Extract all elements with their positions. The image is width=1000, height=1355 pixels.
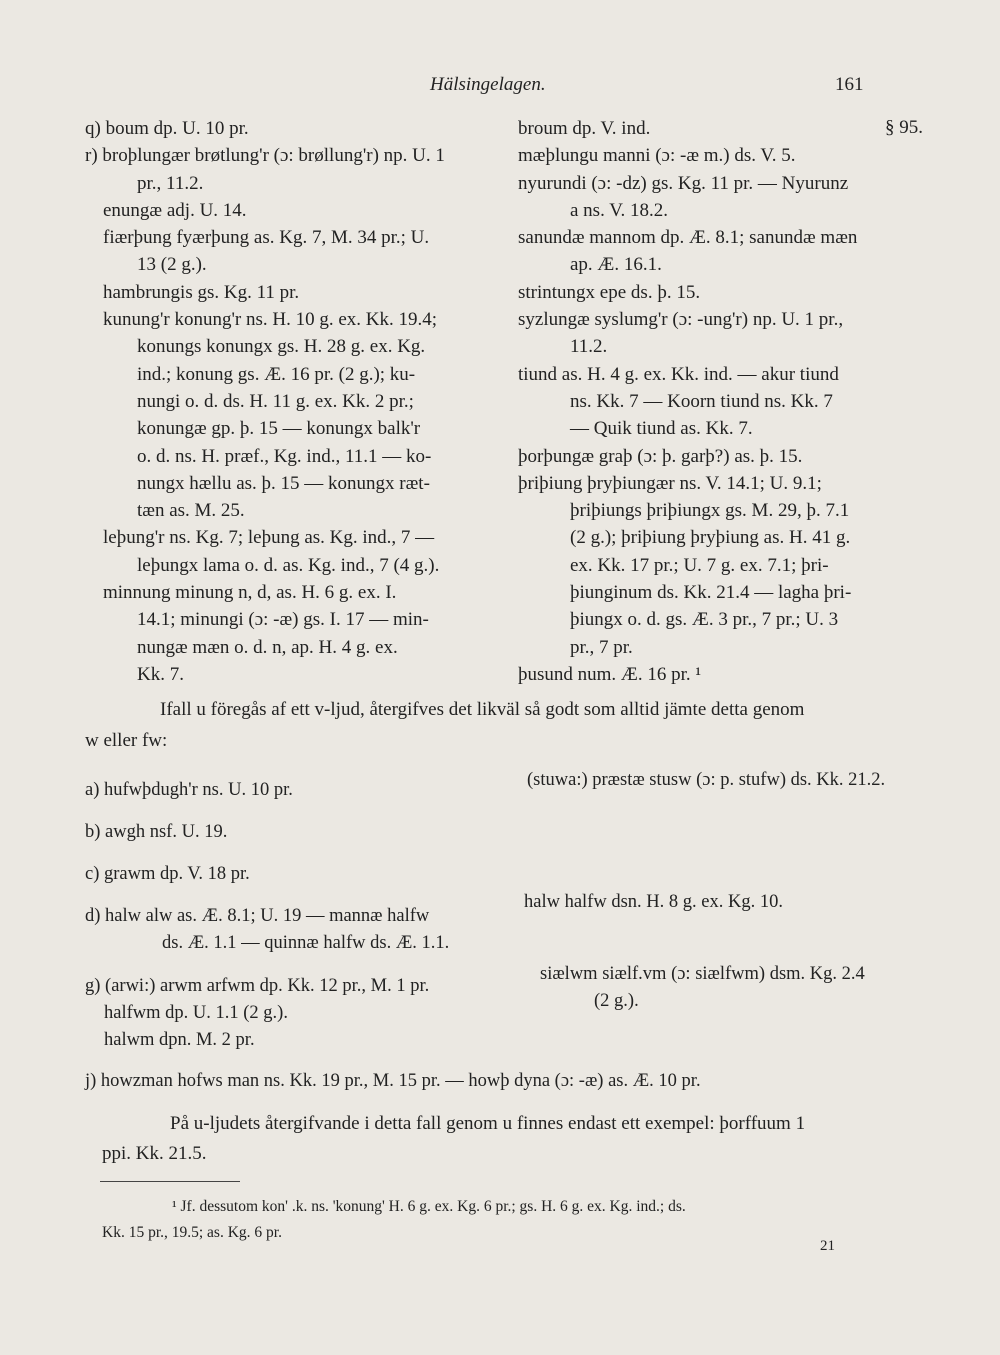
right-line: ns. Kk. 7 — Koorn tiund ns. Kk. 7 — [570, 390, 833, 412]
right-line: a ns. V. 18.2. — [570, 199, 669, 221]
left-line: hambrungis gs. Kg. 11 pr. — [103, 281, 300, 303]
list-item-c: c) grawm dp. V. 18 pr. — [85, 864, 250, 884]
right-line: þriþiungs þriþiungx gs. M. 29, þ. 7.1 — [570, 500, 850, 522]
footnote-line: ¹ Jf. dessutom kon' .k. ns. 'konung' H. 6 g. ex. Kg. 6 pr.; gs. H. 6 g. ex. Kg. ind.; ds. — [172, 1198, 686, 1215]
left-line: nungæ mæn o. d. n, ap. H. 4 g. ex. — [137, 636, 398, 658]
left-line: Kk. 7. — [137, 663, 184, 685]
list-item-j: j) howzman hofws man ns. Kk. 19 pr., M. 15 pr. — howþ dyna (ɔ: -æ) as. Æ. 10 pr. — [85, 1071, 701, 1091]
right-line: tiund as. H. 4 g. ex. Kk. ind. — akur tiund — [518, 363, 839, 385]
right-line: þriþiung þryþiungær ns. V. 14.1; U. 9.1; — [518, 472, 822, 494]
right-line: mæþlungu manni (ɔ: -æ m.) ds. V. 5. — [518, 145, 796, 167]
right-column — [518, 115, 898, 688]
running-header-title: Hälsingelagen. — [430, 74, 546, 95]
right-line: syzlungæ syslumg'r (ɔ: -ung'r) np. U. 1 pr., — [518, 309, 844, 331]
right-line: 11.2. — [570, 336, 608, 358]
footnote-line: Kk. 15 pr., 19.5; as. Kg. 6 pr. — [102, 1224, 282, 1241]
right-line: þusund num. Æ. 16 pr. ¹ — [518, 663, 702, 685]
left-line: 14.1; minungi (ɔ: -æ) gs. I. 17 — min- — [137, 609, 429, 631]
left-line: enungæ adj. U. 14. — [103, 199, 247, 221]
list-item-d-cont: ds. Æ. 1.1 — quinnæ halfw ds. Æ. 1.1. — [162, 933, 450, 953]
paragraph-line: På u-ljudets återgifvande i detta fall genom u finnes endast ett exempel: þorffuum 1 — [170, 1113, 806, 1134]
left-line: fiærþung fyærþung as. Kg. 7, M. 34 pr.; U. — [103, 227, 430, 249]
left-line: leþungx lama o. d. as. Kg. ind., 7 (4 g.). — [137, 554, 440, 576]
left-line: pr., 11.2. — [137, 172, 204, 194]
left-line: r) broþlungær brøtlung'r (ɔ: brøllung'r) np. U. 1 — [85, 145, 445, 167]
right-line: — Quik tiund as. Kk. 7. — [570, 418, 753, 440]
list-item-g-cont: halwm dpn. M. 2 pr. — [104, 1030, 255, 1050]
paragraph-line: ppi. Kk. 21.5. — [102, 1143, 207, 1164]
right-line: þorþungæ graþ (ɔ: þ. garþ?) as. þ. 15. — [518, 445, 803, 467]
left-line: minnung minung n, d, as. H. 6 g. ex. I. — [103, 582, 397, 604]
left-line: ind.; konung gs. Æ. 16 pr. (2 g.); ku- — [137, 363, 416, 385]
paragraph-line: Ifall u föregås af ett v-ljud, återgifves det likväl så godt som alltid jämte detta genom — [160, 699, 805, 720]
right-line: strintungx epe ds. þ. 15. — [518, 281, 701, 303]
left-line: o. d. ns. H. præf., Kg. ind., 11.1 — ko- — [137, 445, 432, 467]
right-line: (2 g.); þriþiung þryþiung as. H. 41 g. — [570, 527, 851, 549]
footnote-rule — [100, 1181, 240, 1182]
page-number: 161 — [835, 74, 864, 95]
list-item-d-right: halw halfw dsn. H. 8 g. ex. Kg. 10. — [524, 892, 783, 912]
left-line: tæn as. M. 25. — [137, 500, 245, 522]
right-line: nyurundi (ɔ: -dz) gs. Kg. 11 pr. — Nyurunz — [518, 172, 849, 194]
right-line: pr., 7 pr. — [570, 636, 633, 658]
sheet-number: 21 — [820, 1238, 835, 1254]
list-item-d: d) halw alw as. Æ. 8.1; U. 19 — mannæ halfw — [85, 906, 430, 926]
list-item-b: b) awgh nsf. U. 19. — [85, 822, 228, 842]
right-line: þiungx o. d. gs. Æ. 3 pr., 7 pr.; U. 3 — [570, 609, 839, 631]
left-line: kunung'r konung'r ns. H. 10 g. ex. Kk. 19.4; — [103, 309, 438, 331]
left-column — [85, 115, 505, 688]
section-marker: § 95. — [885, 117, 923, 138]
right-line: broum dp. V. ind. — [518, 118, 651, 139]
left-line: 13 (2 g.). — [137, 254, 207, 276]
paragraph-line: w eller fw: — [85, 730, 168, 751]
list-item-g-right: siælwm siælf.vm (ɔ: siælfwm) dsm. Kg. 2.4 — [540, 964, 865, 984]
list-item-g: g) (arwi:) arwm arfwm dp. Kk. 12 pr., M. 1 pr. — [85, 976, 430, 996]
left-line: konungs konungx gs. H. 28 g. ex. Kg. — [137, 336, 426, 358]
left-line: nungi o. d. ds. H. 11 g. ex. Kk. 2 pr.; — [137, 390, 414, 412]
right-line: sanundæ mannom dp. Æ. 8.1; sanundæ mæn — [518, 227, 858, 249]
list-item-g-cont: halfwm dp. U. 1.1 (2 g.). — [104, 1003, 288, 1023]
list-item-a: a) hufwþdugh'r ns. U. 10 pr. — [85, 780, 293, 800]
left-line: leþung'r ns. Kg. 7; leþung as. Kg. ind., 7 — — [103, 527, 435, 549]
right-line: ex. Kk. 17 pr.; U. 7 g. ex. 7.1; þri- — [570, 554, 829, 576]
left-line: nungx hællu as. þ. 15 — konungx ræt- — [137, 472, 430, 494]
list-item-a-right: (stuwa:) præstæ stusw (ɔ: p. stufw) ds. Kk. 21.2. — [527, 770, 886, 790]
list-item-g-right-cont: (2 g.). — [594, 991, 639, 1011]
right-line: þiunginum ds. Kk. 21.4 — lagha þri- — [570, 582, 852, 604]
left-line: q) boum dp. U. 10 pr. — [85, 118, 249, 139]
left-line: konungæ gp. þ. 15 — konungx balk'r — [137, 418, 421, 440]
right-line: ap. Æ. 16.1. — [570, 254, 662, 276]
